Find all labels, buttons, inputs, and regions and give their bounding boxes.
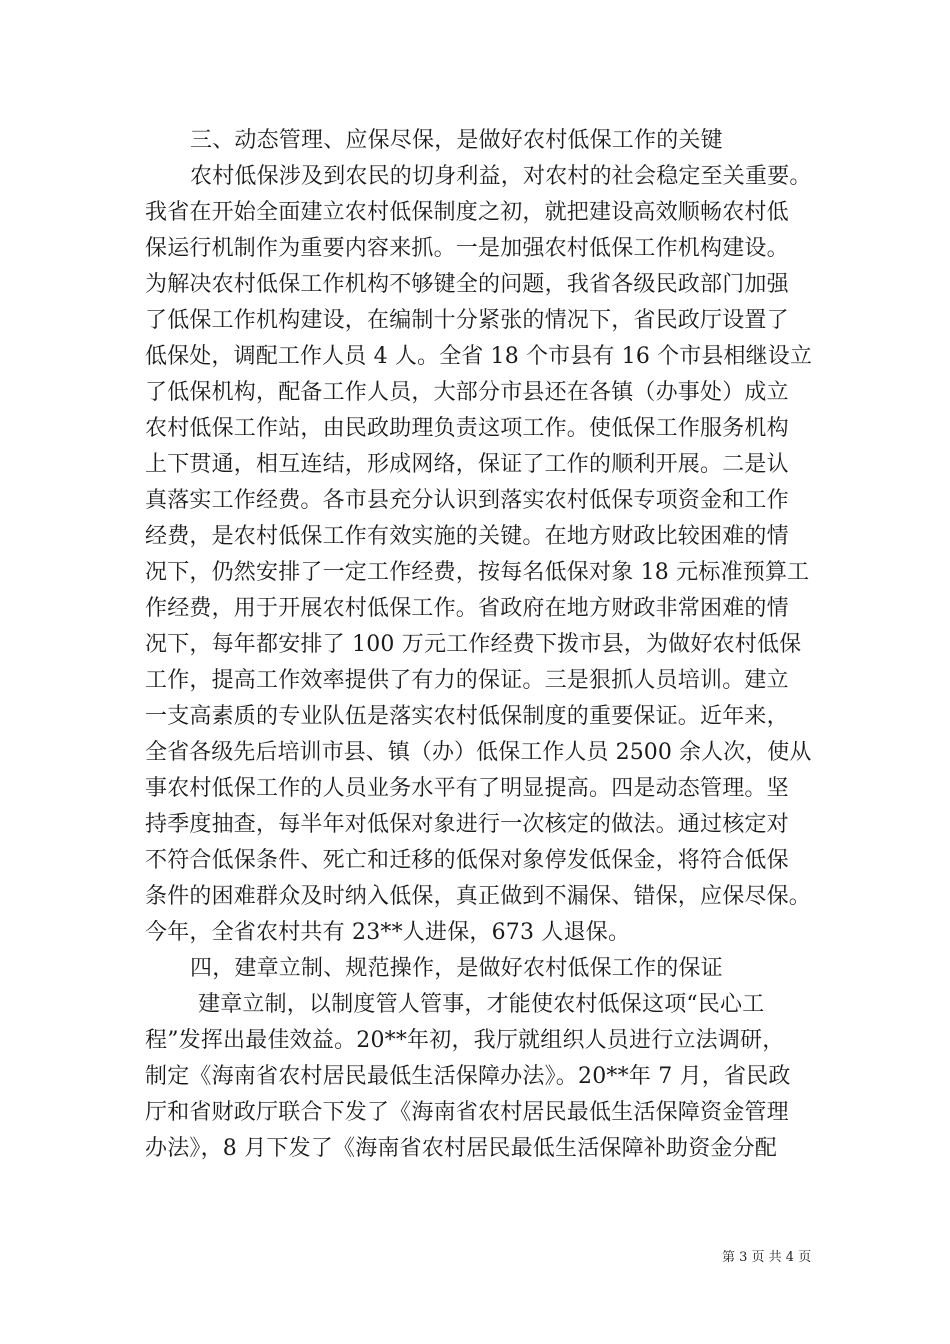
paragraph-line: 全省各级先后培训市县、镇（办）低保工作人员 2500 余人次，使从 (145, 740, 812, 765)
paragraph-line: 不符合低保条件、死亡和迁移的低保对象停发低保金，将符合低保 (145, 848, 789, 873)
paragraph-line: 为解决农村低保工作机构不够键全的问题，我省各级民政部门加强 (145, 272, 789, 297)
paragraph-line: 了低保工作机构建设，在编制十分紧张的情况下，省民政厅设置了 (145, 308, 789, 333)
paragraph-line: 农村低保工作站，由民政助理负责这项工作。使低保工作服务机构 (145, 416, 789, 441)
paragraph-line: 办法》，8 月下发了《海南省农村居民最低生活保障补助资金分配 (145, 1136, 777, 1161)
paragraph-line: 制定《海南省农村居民最低生活保障办法》。20**年 7 月，省民政 (145, 1064, 791, 1089)
paragraph-line: 今年，全省农村共有 23**人进保，673 人退保。 (145, 920, 631, 945)
paragraph-line: 条件的困难群众及时纳入低保，真正做到不漏保、错保，应保尽保。 (145, 884, 812, 909)
paragraph-line: 我省在开始全面建立农村低保制度之初，就把建设高效顺畅农村低 (145, 200, 789, 225)
section-heading-3: 三、动态管理、应保尽保，是做好农村低保工作的关键 (190, 128, 723, 153)
section-heading-4: 四，建章立制、规范操作，是做好农村低保工作的保证 (190, 956, 723, 981)
paragraph-line: 低保处，调配工作人员 4 人。全省 18 个市县有 16 个市县相继设立 (145, 344, 813, 369)
paragraph-line: 厅和省财政厅联合下发了《海南省农村居民最低生活保障资金管理 (145, 1100, 789, 1125)
paragraph-line: 况下，仍然安排了一定工作经费，按每名低保对象 18 元标准预算工 (145, 560, 810, 585)
paragraph-line: 持季度抽查，每半年对低保对象进行一次核定的做法。通过核定对 (145, 812, 789, 837)
paragraph-line: 真落实工作经费。各市县充分认识到落实农村低保专项资金和工作 (145, 488, 789, 513)
paragraph-line: 经费，是农村低保工作有效实施的关键。在地方财政比较困难的情 (145, 524, 789, 549)
paragraph-line: 一支高素质的专业队伍是落实农村低保制度的重要保证。近年来， (145, 704, 789, 729)
paragraph-line: 程”发挥出最佳效益。20**年初，我厅就组织人员进行立法调研， (145, 1028, 785, 1053)
paragraph-line: 建章立制，以制度管人管事，才能使农村低保这项“民心工 (198, 992, 765, 1017)
page-number: 第 3 页 共 4 页 (722, 1250, 812, 1265)
paragraph-line: 工作，提高工作效率提供了有力的保证。三是狠抓人员培训。建立 (145, 668, 789, 693)
paragraph-line: 上下贯通，相互连结，形成网络，保证了工作的顺利开展。二是认 (145, 452, 789, 477)
paragraph-line: 农村低保涉及到农民的切身利益，对农村的社会稳定至关重要。 (190, 164, 812, 189)
paragraph-line: 保运行机制作为重要内容来抓。一是加强农村低保工作机构建设。 (145, 236, 789, 261)
paragraph-line: 况下，每年都安排了 100 万元工作经费下拨市县，为做好农村低保 (145, 632, 802, 657)
paragraph-line: 了低保机构，配备工作人员，大部分市县还在各镇（办事处）成立 (145, 380, 789, 405)
paragraph-line: 事农村低保工作的人员业务水平有了明显提高。四是动态管理。坚 (145, 776, 789, 801)
paragraph-line: 作经费，用于开展农村低保工作。省政府在地方财政非常困难的情 (145, 596, 789, 621)
